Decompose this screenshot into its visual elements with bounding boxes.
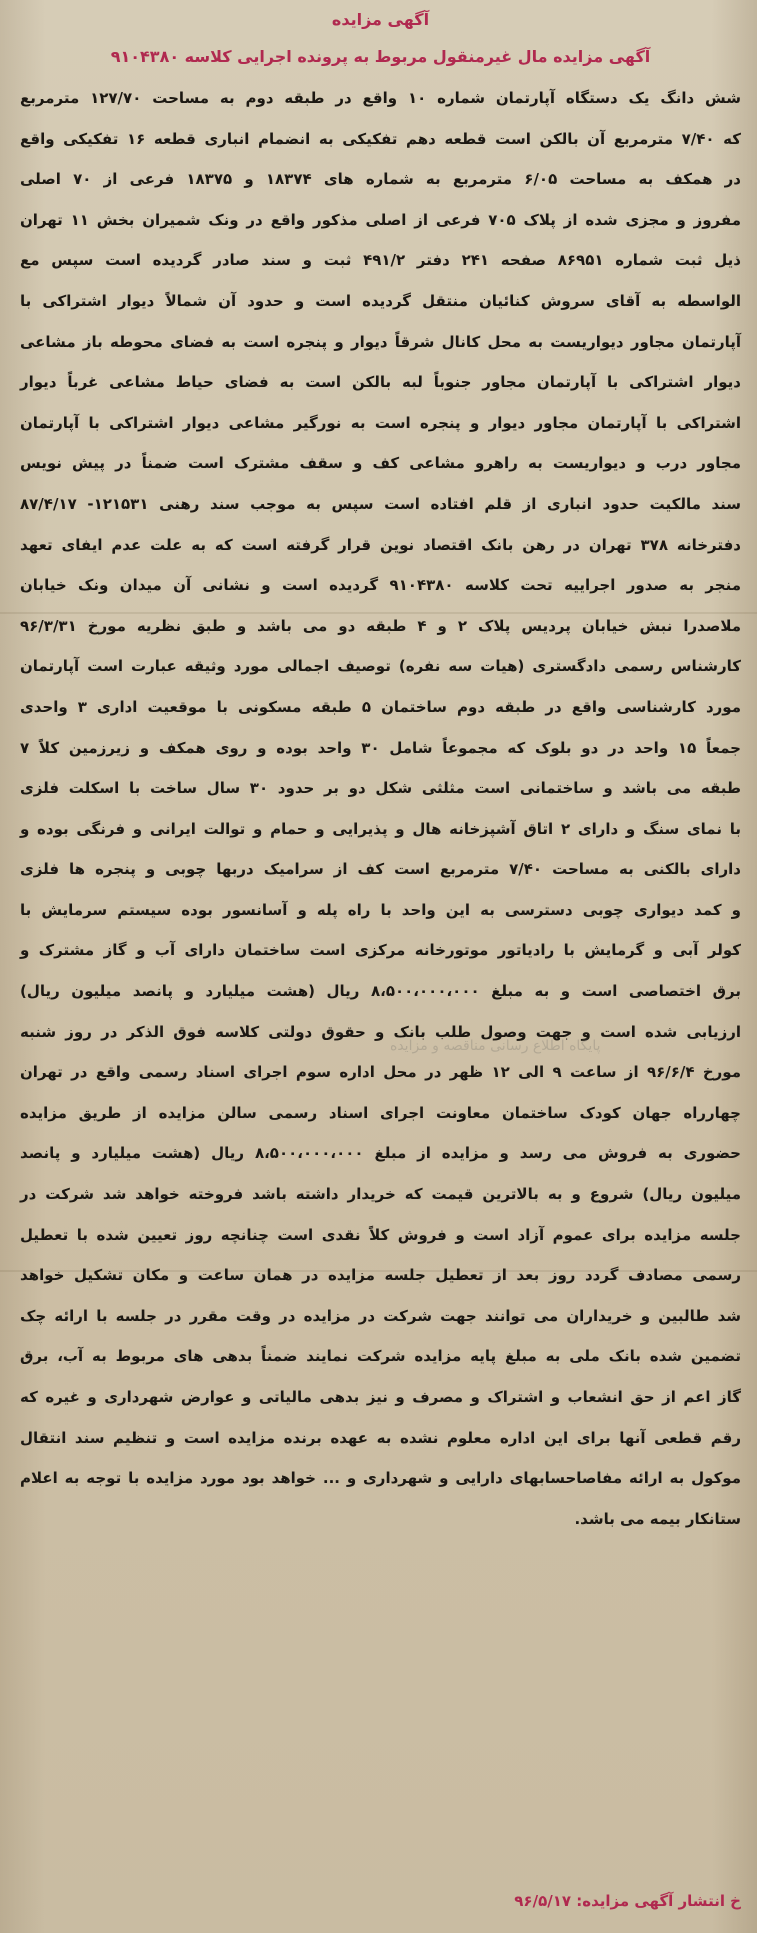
notice-content bbox=[14, 6, 747, 1933]
notice-body-line: منجر به صدور اجراییه تحت کلاسه ۹۱۰۴۳۸۰ گردیده است و نشانی آن میدان ونک خیابان bbox=[20, 576, 741, 595]
notice-body-line: کارشناس رسمی دادگستری (هیات سه نفره) توصیف اجمالی مورد وثیقه عبارت است آپارتمان bbox=[20, 657, 741, 676]
notice-body-line: ذیل ثبت شماره ۸۶۹۵۱ صفحه ۲۴۱ دفتر ۴۹۱/۲ ثبت و سند صادر گردیده است سپس مع bbox=[20, 251, 741, 270]
notice-body-line: مورخ ۹۶/۶/۴ از ساعت ۹ الی ۱۲ ظهر در محل اداره سوم اجرای اسناد رسمی واقع در تهران bbox=[20, 1063, 742, 1082]
notice-body-line: طبقه می باشد و ساختمانی است مثلثی شکل دو بر حدود ۳۰ سال ساخت با اسکلت فلزی bbox=[20, 779, 741, 798]
notice-body-line: کولر آبی و گرمایش با رادیاتور موتورخانه مرکزی است ساختمان دارای آب و گاز مشترک و bbox=[20, 941, 741, 960]
notice-body-line: دفترخانه ۳۷۸ تهران در رهن بانک اقتصاد نوین قرار گرفته است که به علت عدم ایفای تعهد bbox=[20, 535, 742, 554]
notice-body-line: ملاصدرا نبش خیابان پردیس پلاک ۲ و ۴ طبقه دو می باشد و طبق نظریه مورخ ۹۶/۳/۳۱ bbox=[20, 616, 741, 635]
notice-body-line: الواسطه به آقای سروش کنائیان منتقل گردیده است و حدود آن شمالاً دیوار اشتراکی با bbox=[20, 291, 741, 310]
notice-body-line: اشتراکی با آپارتمان مجاور دیوار و پنجره است به نورگیر مشاعی دیوار اشتراکی با آپارتمان bbox=[20, 413, 741, 432]
notice-body-line: چهارراه جهان کودک ساختمان معاونت اجرای اسناد رسمی سالن مزایده از طریق مزایده bbox=[20, 1103, 741, 1122]
notice-body-line: در همکف به مساحت ۶/۰۵ مترمربع به شماره های ۱۸۳۷۴ و ۱۸۳۷۵ فرعی از ۷۰ اصلی bbox=[20, 170, 741, 189]
notice-body-line: تضمین شده بانک ملی به مبلغ پایه مزایده شرکت نمایند ضمناً بدهی های مربوط به آب، برق bbox=[20, 1347, 741, 1366]
notice-subheading: آگهی مزایده مال غیرمنقول مربوط به پرونده اجرایی کلاسه ۹۱۰۴۳۸۰ bbox=[110, 47, 651, 66]
notice-body-line: موکول به ارائه مفاصاحسابهای دارایی و شهرداری و ... خواهد بود مورد مزایده با توجه به اعلام bbox=[20, 1469, 741, 1488]
notice-body-line: مجاور درب و دیواریست به راهرو مشاعی کف و سقف مشترک است ضمناً در پیش نویس bbox=[20, 454, 741, 473]
notice-heading: آگهی مزایده bbox=[331, 10, 430, 29]
notice-body-line: رقم قطعی آنها برای این اداره معلوم نشده به عهده برنده مزایده است و تنظیم سند انتقال bbox=[20, 1428, 741, 1447]
notice-body-line: دیوار اشتراکی با آپارتمان مجاور جنوباً لبه بالکن است به فضای حیاط مشاعی غرباً دیوار bbox=[20, 373, 741, 392]
notice-body-line: مورد کارشناسی واقع در طبقه دوم ساختمان ۵ طبقه مسکونی با موقعیت اداری ۳ واحدی bbox=[20, 697, 741, 716]
notice-body-line: ستانکار بیمه می باشد. bbox=[574, 1509, 741, 1528]
notice-body-line: جمعاً ۱۵ واحد در دو بلوک که مجموعاً شامل ۳۰ واحد بوده و روی همکف و زیرزمین کلاً ۷ bbox=[20, 738, 741, 757]
notice-body-line: رسمی مصادف گردد روز بعد از تعطیل جلسه مزایده در همان ساعت و مکان تشکیل خواهد bbox=[20, 1266, 741, 1285]
notice-body-line: شش دانگ یک دستگاه آپارتمان شماره ۱۰ واقع در طبقه دوم به مساحت ۱۲۷/۷۰ مترمربع bbox=[20, 89, 741, 107]
notice-body-line: جلسه مزایده برای عموم آزاد است و فروش کلاً نقدی است چنانچه روز تعیین شده با تعطیل bbox=[20, 1225, 741, 1244]
notice-body bbox=[14, 78, 747, 1539]
publication-date: خ انتشار آگهی مزایده: ۹۶/۵/۱۷ bbox=[514, 1892, 741, 1910]
notice-body-line: گاز اعم از حق انشعاب و اشتراک و مصرف و نیز بدهی مالیاتی و عوارض شهرداری و غیره که bbox=[20, 1388, 741, 1406]
notice-body-line: سند مالکیت حدود انباری از قلم افتاده است سپس به موجب سند رهنی ۱۲۱۵۳۱- ۸۷/۴/۱۷ bbox=[20, 494, 742, 513]
notice-body-line: شد طالبین و خریداران می توانند جهت شرکت در مزایده در وقت مقرر در جلسه با ارائه چک bbox=[20, 1306, 741, 1325]
notice-body-line: ارزیابی شده است و جهت وصول طلب بانک و حقوق دولتی کلاسه فوق الذکر در روز شنبه bbox=[20, 1022, 741, 1041]
notice-body-line: میلیون ریال) شروع و به بالاترین قیمت که خریدار داشته باشد فروخته خواهد شد شرکت در bbox=[20, 1185, 741, 1204]
watermark-text: پایگاه اطلاع رسانی مناقصه و مزایده bbox=[390, 1038, 601, 1054]
notice-body-line: دارای بالکنی به مساحت ۷/۴۰ مترمربع است کف از سرامیک دربها چوبی و پنجره ها فلزی bbox=[20, 860, 741, 879]
notice-body-line: و کمد دیواری چوبی دسترسی به این واحد با راه پله و آسانسور بوده سیستم سرمایش با bbox=[20, 900, 741, 919]
notice-body-line: حضوری به فروش می رسد و مزایده از مبلغ ۸،۵۰۰،۰۰۰،۰۰۰ ریال (هشت میلیارد و پانصد bbox=[20, 1144, 741, 1163]
notice-body-line: که ۷/۴۰ مترمربع آن بالکن است قطعه دهم تفکیکی به انضمام انباری قطعه ۱۶ تفکیکی واقع bbox=[20, 129, 741, 148]
notice-body-line: مفروز و مجزی شده از پلاک ۷۰۵ فرعی از اصلی مذکور واقع در ونک شمیران بخش ۱۱ تهران bbox=[20, 210, 741, 229]
notice-body-line: با نمای سنگ و دارای ۲ اتاق آشپزخانه هال و پذیرایی و حمام و توالت ایرانی و فرنگی بوده و bbox=[20, 819, 741, 838]
notice-body-line: آپارتمان مجاور دیواریست به محل کانال شرقاً دیوار و پنجره است به فضای محوطه باز مشاعی bbox=[20, 332, 741, 351]
notice-body-line: برق اختصاصی است و به مبلغ ۸،۵۰۰،۰۰۰،۰۰۰ ریال (هشت میلیارد و پانصد میلیون ریال) bbox=[20, 982, 741, 1001]
